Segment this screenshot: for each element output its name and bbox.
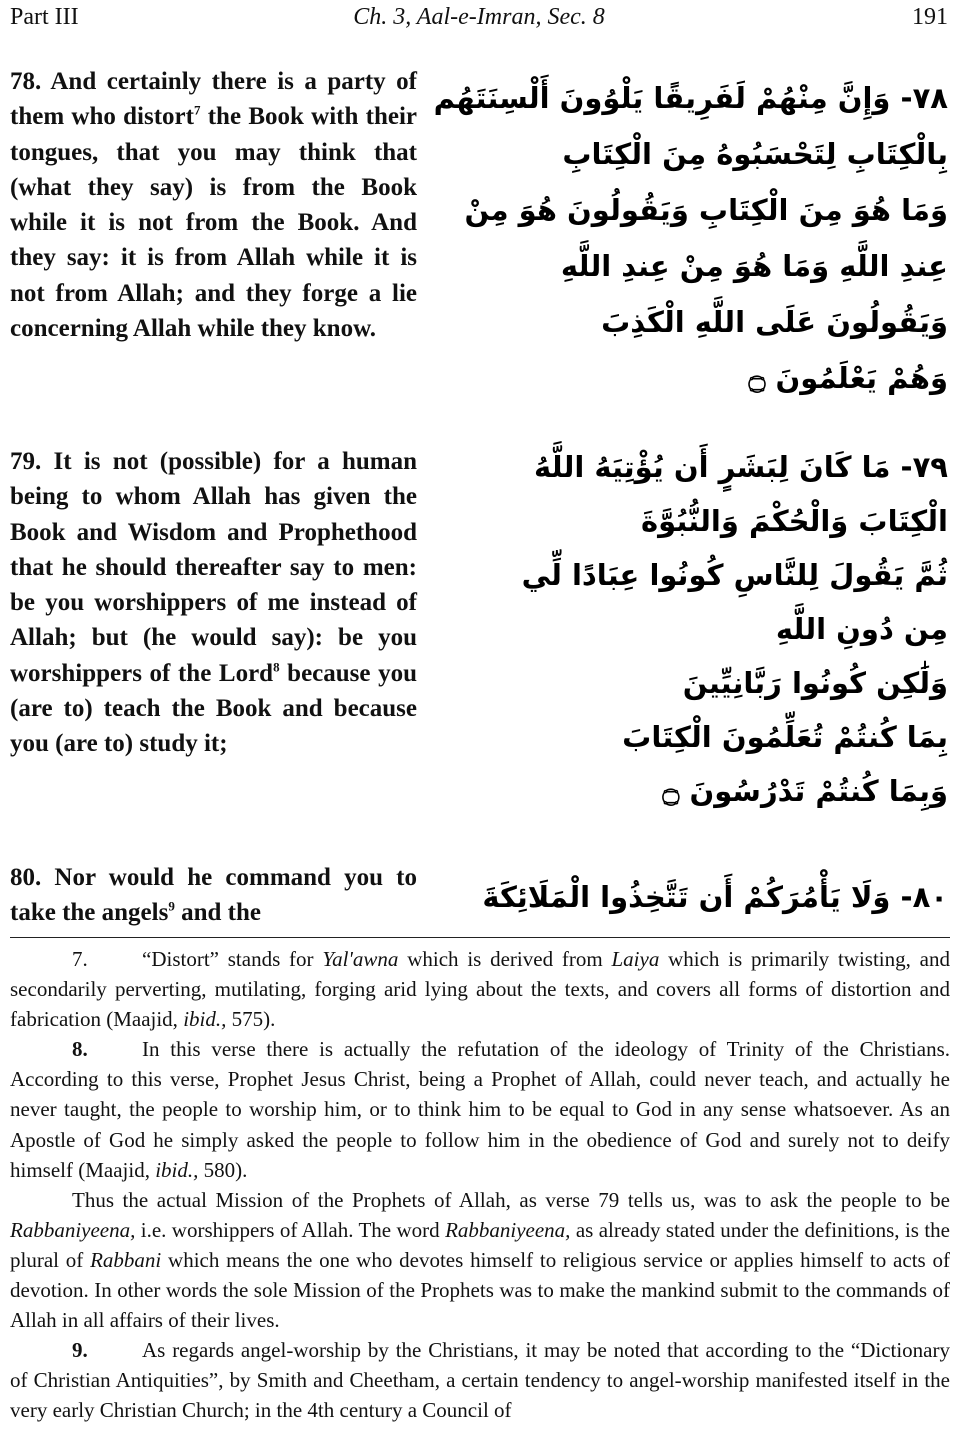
- arabic-line: بِمَا كُنتُمْ تُعَلِّمُونَ الْكِتَابَ: [622, 720, 948, 754]
- verse-text: and the: [181, 899, 261, 927]
- footnote-term: Rabbaniyeena,: [10, 1217, 136, 1242]
- footnote-ref: 9: [168, 898, 175, 914]
- footnote-term: ibid.,: [155, 1157, 199, 1182]
- footnote-term: ibid.,: [183, 1007, 227, 1032]
- verse-text: the Book with their tongues, that you may think that (what they say) is from the Book while it is not from the Book. And they say: it is from Allah while it is not from Allah; and they forge a lie concerning Allah while they know.: [10, 103, 418, 343]
- arabic-line: ٧٨- وَإِنَّ مِنْهُمْ لَفَرِيقًا يَلْوُونَ أَلْسِنَتَهُم: [433, 81, 948, 115]
- arabic-line: الْكِتَابَ وَالْحُكْمَ وَالنُّبُوَّةَ: [641, 504, 948, 538]
- verse-number: 79.: [10, 448, 42, 475]
- footnote-text: which is derived from: [398, 947, 612, 971]
- verse-number: 80.: [10, 864, 42, 891]
- verse-text: Nor would he command you to take the angels: [10, 864, 418, 927]
- footnote-text: 575).: [226, 1007, 276, 1032]
- arabic-line: ٧٩- مَا كَانَ لِبَشَرٍ أَن يُؤْتِيَهُ اللَّهُ: [534, 450, 948, 484]
- verse-79-translation: [10, 444, 417, 762]
- footnote-text: as already stated under the definitions, is the plural of: [10, 1217, 950, 1272]
- chapter-heading: Ch. 3, Aal-e-Imran, Sec. 8: [353, 4, 605, 30]
- arabic-line: عِندِ اللَّهِ وَمَا هُوَ مِنْ عِندِ اللَّهِ: [560, 249, 948, 283]
- page-number: 191: [912, 4, 948, 30]
- footnote-text: which means the one who devotes himself to religious service or applies himself to acts of devotion. In other words the sole Mission of the Prophets was to make the mankind submit to the commands of Allah in all affairs of their lives.: [10, 1247, 950, 1333]
- verse-text: And certainly there is a party of them who distort: [10, 68, 417, 131]
- footnote-text: “Distort” stands for: [142, 947, 323, 971]
- footnotes: [10, 944, 950, 1426]
- arabic-line: بِالْكِتَابِ لِتَحْسَبُوهُ مِنَ الْكِتَابِ: [562, 137, 948, 171]
- arabic-line: وَيَقُولُونَ عَلَى اللَّهِ الْكَذِبَ: [601, 305, 948, 339]
- arabic-line: مِن دُونِ اللَّهِ: [775, 612, 948, 646]
- footnote-ref: 7: [193, 102, 201, 118]
- verse-80-arabic: [482, 870, 948, 924]
- verse-number: 78.: [10, 68, 42, 95]
- footnote-number: 8.: [72, 1037, 88, 1062]
- footnote-term: Rabbani: [90, 1247, 162, 1272]
- footnote-8-continued: [10, 1185, 950, 1335]
- footnote-text: As regards angel-worship by the Christians, it may be noted that according to the “Dictionary of Christian Antiquities”, by Smith and Cheetham, a certain tendency to angel-worship manifested itself in the very early Christian Church; in the 4th century a Council of: [10, 1338, 950, 1423]
- page-header: [10, 4, 948, 34]
- footnote-term: Laiya: [611, 947, 660, 971]
- footnote-text: In this verse there is actually the refutation of the ideology of Trinity of the Christians. According to this verse, Prophet Jesus Christ, being a Prophet of Allah, could never teach, and actually he never taught, the people to worship him, or to think him to be equal to God in any sense whatsoever. As an Apostle of God he simply asked the people to follow him in the obedience of God and surely not to deify himself (Maajid,: [10, 1037, 950, 1182]
- verse-text: because you (are to) teach the Book and because you (are to) study it;: [10, 659, 417, 758]
- footnote-number: 7.: [72, 947, 88, 971]
- arabic-line: وَبِمَا كُنتُمْ تَدْرُسُونَ ۝: [662, 774, 948, 808]
- footnote-number: 9.: [72, 1338, 88, 1363]
- footnote-term: Rabbaniyeena,: [445, 1217, 571, 1242]
- footnote-text: Thus the actual Mission of the Prophets of Allah, as verse 79 tells us, was to ask the people to be: [72, 1187, 950, 1212]
- footnote-divider: [10, 937, 950, 938]
- footnote-text: 580).: [198, 1157, 248, 1182]
- arabic-line: وَهُمْ يَعْلَمُونَ ۝: [748, 361, 948, 395]
- arabic-line: وَمَا هُوَ مِنَ الْكِتَابِ وَيَقُولُونَ هُوَ مِنْ: [464, 193, 948, 227]
- footnote-term: Yal'awna: [322, 947, 399, 971]
- verse-80-translation: [10, 860, 417, 931]
- arabic-line: وَلَٰكِن كُونُوا رَبَّانِيِّينَ: [682, 666, 948, 700]
- footnote-ref: 8: [273, 659, 280, 675]
- footnote-8: [10, 1034, 950, 1184]
- verse-79-arabic: [520, 440, 948, 818]
- footnote-7: [10, 944, 950, 1034]
- footnote-9: [10, 1335, 950, 1425]
- verse-78-arabic: [433, 70, 948, 406]
- footnote-text: which is primarily twisting, and secondarily perverting, mutilating, forging arid lying about the texts, and covers all forms of distortion and fabrication (Maajid,: [10, 947, 950, 1032]
- arabic-line: ٨٠- وَلَا يَأْمُرَكُمْ أَن تَتَّخِذُوا الْمَلَائِكَةَ: [482, 880, 948, 914]
- arabic-line: ثُمَّ يَقُولَ لِلنَّاسِ كُونُوا عِبَادًا لِّي: [521, 558, 948, 592]
- verse-text: It is not (possible) for a human being to whom Allah has given the Book and Wisdom and Prophethood that he should thereafter say to men: be you worshippers of me instead of Allah; but (he would say): be you worshippers of the Lord: [10, 448, 418, 687]
- footnote-text: i.e. worshippers of Allah. The word: [135, 1217, 446, 1242]
- part-label: Part III: [10, 4, 79, 30]
- verse-78-translation: [10, 64, 417, 346]
